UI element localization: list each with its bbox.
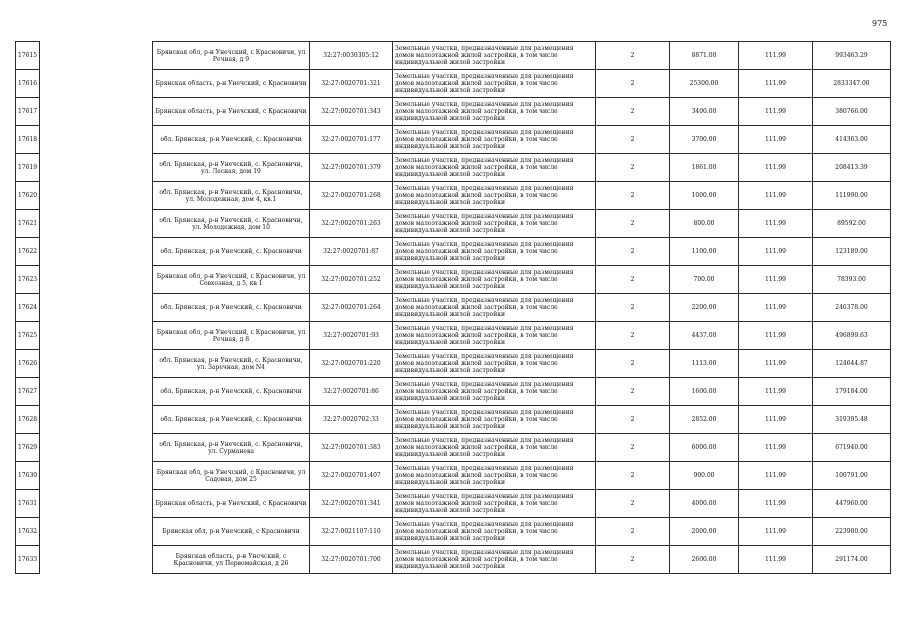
row-number: 17633 <box>16 546 40 574</box>
land-use-cell: Земельные участки, предназначенные для размещения домов малоэтажной жилой застройки, в том числе индивидуальной жилой застройки <box>393 126 596 154</box>
cadastral-number-cell: 32:27:0021107:110 <box>310 518 393 546</box>
cadastral-number-cell: 32:27:0020701:383 <box>310 434 393 462</box>
blank-gap-cell <box>40 70 153 98</box>
rate-cell: 111.99 <box>739 182 813 210</box>
cadastral-value-cell: 496899.63 <box>813 322 891 350</box>
rate-cell: 111.99 <box>739 42 813 70</box>
cadastral-number-cell: 32:27:0020701:93 <box>310 322 393 350</box>
table-row <box>16 322 891 350</box>
table-row <box>16 546 891 574</box>
area-cell: 4000.00 <box>670 490 739 518</box>
row-number: 17626 <box>16 350 40 378</box>
table-row <box>16 378 891 406</box>
area-cell: 2852.00 <box>670 406 739 434</box>
area-cell: 1000.00 <box>670 182 739 210</box>
area-cell: 8871.00 <box>670 42 739 70</box>
cadastral-number-cell: 32:27:0020701:407 <box>310 462 393 490</box>
land-use-cell: Земельные участки, предназначенные для размещения домов малоэтажной жилой застройки, в том числе индивидуальной жилой застройки <box>393 406 596 434</box>
table-row <box>16 462 891 490</box>
page-number: 975 <box>872 19 888 28</box>
rate-cell: 111.99 <box>739 378 813 406</box>
rate-cell: 111.99 <box>739 98 813 126</box>
row-number: 17630 <box>16 462 40 490</box>
land-use-cell: Земельные участки, предназначенные для размещения домов малоэтажной жилой застройки, в том числе индивидуальной жилой застройки <box>393 98 596 126</box>
address-cell: обл. Брянская, р-н Унечский, с. Красновичи, ул. Сурманева <box>153 434 310 462</box>
rate-cell: 111.99 <box>739 126 813 154</box>
address-cell: обл. Брянская, р-н Унечский, с. Красновичи, ул. Заречная, дом N4 <box>153 350 310 378</box>
area-cell: 25300.00 <box>670 70 739 98</box>
blank-gap-cell <box>40 126 153 154</box>
category-cell: 2 <box>596 294 670 322</box>
land-use-cell: Земельные участки, предназначенные для размещения домов малоэтажной жилой застройки, в том числе индивидуальной жилой застройки <box>393 546 596 574</box>
address-cell: Брянская область, р-н Унечский, с Красновичи <box>153 490 310 518</box>
table-row <box>16 294 891 322</box>
land-use-cell: Земельные участки, предназначенные для размещения домов малоэтажной жилой застройки, в том числе индивидуальной жилой застройки <box>393 238 596 266</box>
cadastral-value-cell: 123189.00 <box>813 238 891 266</box>
area-cell: 1600.00 <box>670 378 739 406</box>
cadastral-value-cell: 246378.00 <box>813 294 891 322</box>
area-cell: 2600.00 <box>670 546 739 574</box>
cadastral-value-cell: 291174.00 <box>813 546 891 574</box>
address-cell: Брянская область, р-н Унечский, с Красновичи, ул Первомайская, д 26 <box>153 546 310 574</box>
category-cell: 2 <box>596 154 670 182</box>
cadastral-value-cell: 223980.00 <box>813 518 891 546</box>
category-cell: 2 <box>596 406 670 434</box>
table-row <box>16 406 891 434</box>
rate-cell: 111.99 <box>739 406 813 434</box>
row-number: 17618 <box>16 126 40 154</box>
blank-gap-cell <box>40 350 153 378</box>
cadastral-value-cell: 89592.00 <box>813 210 891 238</box>
land-use-cell: Земельные участки, предназначенные для размещения домов малоэтажной жилой застройки, в том числе индивидуальной жилой застройки <box>393 462 596 490</box>
cadastral-value-cell: 671940.00 <box>813 434 891 462</box>
table-row <box>16 154 891 182</box>
cadastral-value-cell: 993463.29 <box>813 42 891 70</box>
cadastral-number-cell: 32:27:0020702:33 <box>310 406 393 434</box>
category-cell: 2 <box>596 490 670 518</box>
land-use-cell: Земельные участки, предназначенные для размещения домов малоэтажной жилой застройки, в том числе индивидуальной жилой застройки <box>393 182 596 210</box>
area-cell: 1100.00 <box>670 238 739 266</box>
cadastral-number-cell: 32:27:0020701:268 <box>310 182 393 210</box>
table-row <box>16 42 891 70</box>
area-cell: 800.00 <box>670 210 739 238</box>
rate-cell: 111.99 <box>739 266 813 294</box>
cadastral-value-cell: 78393.00 <box>813 266 891 294</box>
cadastral-value-cell: 380766.00 <box>813 98 891 126</box>
category-cell: 2 <box>596 266 670 294</box>
row-number: 17622 <box>16 238 40 266</box>
land-use-cell: Земельные участки, предназначенные для размещения домов малоэтажной жилой застройки, в том числе индивидуальной жилой застройки <box>393 210 596 238</box>
cadastral-value-cell: 414363.00 <box>813 126 891 154</box>
rate-cell: 111.99 <box>739 462 813 490</box>
category-cell: 2 <box>596 182 670 210</box>
area-cell: 6000.00 <box>670 434 739 462</box>
cadastral-number-cell: 32:27:0020701:264 <box>310 294 393 322</box>
blank-gap-cell <box>40 490 153 518</box>
cadastral-number-cell: 32:27:0030305:12 <box>310 42 393 70</box>
row-number: 17616 <box>16 70 40 98</box>
blank-gap-cell <box>40 42 153 70</box>
blank-gap-cell <box>40 210 153 238</box>
area-cell: 2000.00 <box>670 518 739 546</box>
row-number: 17623 <box>16 266 40 294</box>
row-number: 17617 <box>16 98 40 126</box>
category-cell: 2 <box>596 462 670 490</box>
cadastral-value-cell: 100791.00 <box>813 462 891 490</box>
category-cell: 2 <box>596 350 670 378</box>
rate-cell: 111.99 <box>739 546 813 574</box>
address-cell: обл. Брянская, р-н Унечский, с. Красновичи, ул. Молодежная, дом 4, кв.1 <box>153 182 310 210</box>
land-use-cell: Земельные участки, предназначенные для размещения домов малоэтажной жилой застройки, в том числе индивидуальной жилой застройки <box>393 294 596 322</box>
rate-cell: 111.99 <box>739 294 813 322</box>
category-cell: 2 <box>596 322 670 350</box>
address-cell: Брянская обл, р-н Унечский, с Красновичи, ул Садовая, дом 25 <box>153 462 310 490</box>
cadastral-value-cell: 208413.39 <box>813 154 891 182</box>
row-number: 17619 <box>16 154 40 182</box>
rate-cell: 111.99 <box>739 322 813 350</box>
category-cell: 2 <box>596 546 670 574</box>
row-number: 17628 <box>16 406 40 434</box>
area-cell: 2200.00 <box>670 294 739 322</box>
rate-cell: 111.99 <box>739 434 813 462</box>
cadastral-number-cell: 32:27:0020701:321 <box>310 70 393 98</box>
row-number: 17620 <box>16 182 40 210</box>
rate-cell: 111.99 <box>739 238 813 266</box>
address-cell: Брянская область, р-н Унечский, с Красновичи <box>153 70 310 98</box>
cadastral-number-cell: 32:27:0020701:220 <box>310 350 393 378</box>
table-row <box>16 70 891 98</box>
blank-gap-cell <box>40 518 153 546</box>
blank-gap-cell <box>40 546 153 574</box>
address-cell: обл. Брянская, р-н Унечский, с. Красновичи <box>153 406 310 434</box>
address-cell: обл. Брянская, р-н Унечский, с. Красновичи, ул. Молодежная, дом 10 <box>153 210 310 238</box>
row-number: 17627 <box>16 378 40 406</box>
address-cell: обл. Брянская, р-н Унечский, с. Красновичи, ул. Лесная, дом 19 <box>153 154 310 182</box>
rate-cell: 111.99 <box>739 154 813 182</box>
row-number: 17632 <box>16 518 40 546</box>
category-cell: 2 <box>596 98 670 126</box>
cadastral-value-cell: 179184.00 <box>813 378 891 406</box>
table-row <box>16 210 891 238</box>
category-cell: 2 <box>596 434 670 462</box>
rate-cell: 111.99 <box>739 518 813 546</box>
land-use-cell: Земельные участки, предназначенные для размещения домов малоэтажной жилой застройки, в том числе индивидуальной жилой застройки <box>393 378 596 406</box>
area-cell: 3700.00 <box>670 126 739 154</box>
row-number: 17621 <box>16 210 40 238</box>
land-use-cell: Земельные участки, предназначенные для размещения домов малоэтажной жилой застройки, в том числе индивидуальной жилой застройки <box>393 266 596 294</box>
land-use-cell: Земельные участки, предназначенные для размещения домов малоэтажной жилой застройки, в том числе индивидуальной жилой застройки <box>393 322 596 350</box>
category-cell: 2 <box>596 378 670 406</box>
category-cell: 2 <box>596 126 670 154</box>
address-cell: обл. Брянская, р-н Унечский, с. Красновичи <box>153 294 310 322</box>
blank-gap-cell <box>40 98 153 126</box>
area-cell: 1861.00 <box>670 154 739 182</box>
row-number: 17615 <box>16 42 40 70</box>
blank-gap-cell <box>40 182 153 210</box>
area-cell: 700.00 <box>670 266 739 294</box>
address-cell: обл. Брянская, р-н Унечский, с. Красновичи <box>153 126 310 154</box>
blank-gap-cell <box>40 238 153 266</box>
rate-cell: 111.99 <box>739 210 813 238</box>
address-cell: Брянская обл, р-н Унечский, с Красновичи <box>153 518 310 546</box>
address-cell: обл. Брянская, р-н Унечский, с. Красновичи <box>153 378 310 406</box>
blank-gap-cell <box>40 322 153 350</box>
land-use-cell: Земельные участки, предназначенные для размещения домов малоэтажной жилой застройки, в том числе индивидуальной жилой застройки <box>393 42 596 70</box>
blank-gap-cell <box>40 462 153 490</box>
cadastral-number-cell: 32:27:0020701:86 <box>310 378 393 406</box>
table-row <box>16 126 891 154</box>
row-number: 17629 <box>16 434 40 462</box>
address-cell: Брянская область, р-н Унечский, с Красновичи <box>153 98 310 126</box>
category-cell: 2 <box>596 42 670 70</box>
blank-gap-cell <box>40 266 153 294</box>
table-row <box>16 98 891 126</box>
table-row <box>16 434 891 462</box>
table-row <box>16 238 891 266</box>
cadastral-number-cell: 32:27:0020701:379 <box>310 154 393 182</box>
category-cell: 2 <box>596 70 670 98</box>
land-use-cell: Земельные участки, предназначенные для размещения домов малоэтажной жилой застройки, в том числе индивидуальной жилой застройки <box>393 434 596 462</box>
address-cell: Брянская обл, р-н Унечский, с Красновичи, ул Речная, д 8 <box>153 322 310 350</box>
rate-cell: 111.99 <box>739 490 813 518</box>
blank-gap-cell <box>40 406 153 434</box>
category-cell: 2 <box>596 518 670 546</box>
cadastral-number-cell: 32:27:0020701:177 <box>310 126 393 154</box>
area-cell: 1113.00 <box>670 350 739 378</box>
blank-gap-cell <box>40 434 153 462</box>
cadastral-value-cell: 2833347.00 <box>813 70 891 98</box>
area-cell: 900.00 <box>670 462 739 490</box>
land-use-cell: Земельные участки, предназначенные для размещения домов малоэтажной жилой застройки, в том числе индивидуальной жилой застройки <box>393 518 596 546</box>
cadastral-register-table <box>15 41 891 574</box>
land-use-cell: Земельные участки, предназначенные для размещения домов малоэтажной жилой застройки, в том числе индивидуальной жилой застройки <box>393 490 596 518</box>
land-use-cell: Земельные участки, предназначенные для размещения домов малоэтажной жилой застройки, в том числе индивидуальной жилой застройки <box>393 350 596 378</box>
table-row <box>16 182 891 210</box>
cadastral-number-cell: 32:27:0020701:263 <box>310 210 393 238</box>
blank-gap-cell <box>40 378 153 406</box>
blank-gap-cell <box>40 294 153 322</box>
table-row <box>16 518 891 546</box>
cadastral-number-cell: 32:27:0020701:700 <box>310 546 393 574</box>
table-body <box>16 42 891 574</box>
cadastral-value-cell: 124644.87 <box>813 350 891 378</box>
category-cell: 2 <box>596 238 670 266</box>
cadastral-number-cell: 32:27:0020701:343 <box>310 98 393 126</box>
table-row <box>16 266 891 294</box>
land-use-cell: Земельные участки, предназначенные для размещения домов малоэтажной жилой застройки, в том числе индивидуальной жилой застройки <box>393 70 596 98</box>
row-number: 17624 <box>16 294 40 322</box>
cadastral-number-cell: 32:27:0020701:87 <box>310 238 393 266</box>
cadastral-number-cell: 32:27:0020701:252 <box>310 266 393 294</box>
category-cell: 2 <box>596 210 670 238</box>
blank-gap-cell <box>40 154 153 182</box>
land-use-cell: Земельные участки, предназначенные для размещения домов малоэтажной жилой застройки, в том числе индивидуальной жилой застройки <box>393 154 596 182</box>
cadastral-number-cell: 32:27:0020701:341 <box>310 490 393 518</box>
area-cell: 4437.00 <box>670 322 739 350</box>
area-cell: 3400.00 <box>670 98 739 126</box>
table-row <box>16 350 891 378</box>
row-number: 17625 <box>16 322 40 350</box>
cadastral-value-cell: 447960.00 <box>813 490 891 518</box>
rate-cell: 111.99 <box>739 70 813 98</box>
cadastral-value-cell: 319395.48 <box>813 406 891 434</box>
address-cell: обл. Брянская, р-н Унечский, с. Красновичи <box>153 238 310 266</box>
address-cell: Брянская обл, р-н Унечский, с Красновичи, ул Совхозная, д 5, кв 1 <box>153 266 310 294</box>
table-row <box>16 490 891 518</box>
rate-cell: 111.99 <box>739 350 813 378</box>
cadastral-value-cell: 111990.00 <box>813 182 891 210</box>
address-cell: Брянская обл, р-н Унечский, с Красновичи, ул Речная, д 9 <box>153 42 310 70</box>
row-number: 17631 <box>16 490 40 518</box>
